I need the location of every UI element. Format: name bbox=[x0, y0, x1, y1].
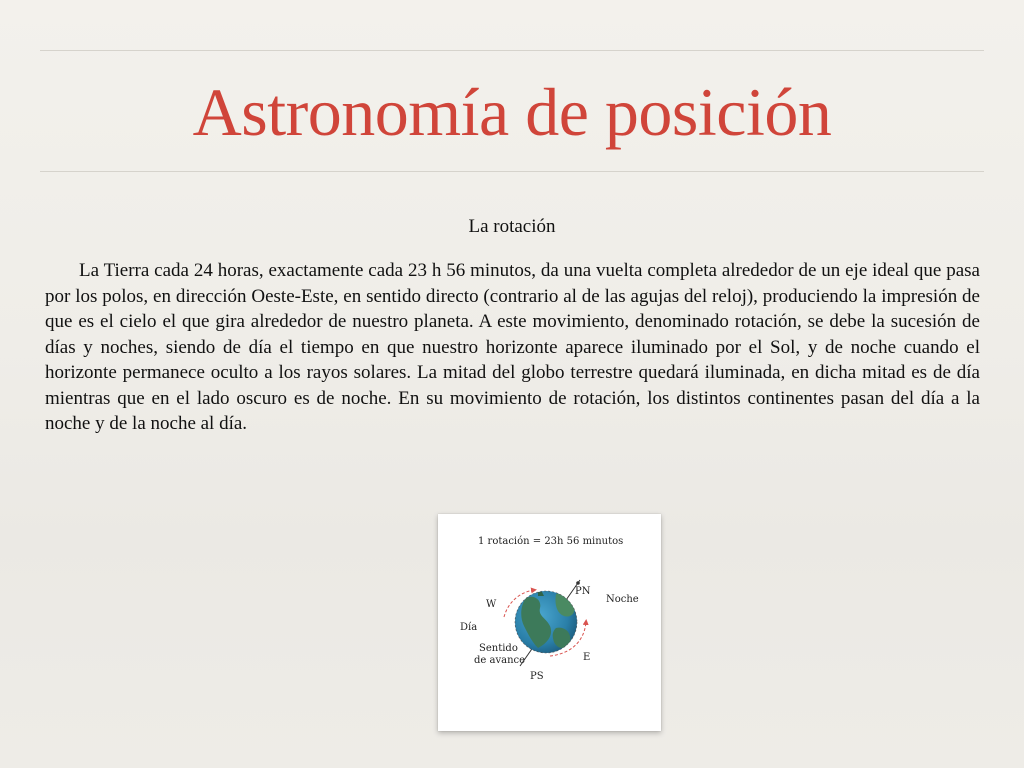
slide-subtitle: La rotación bbox=[468, 216, 556, 237]
body-paragraph: La Tierra cada 24 horas, exactamente cada 23 h 56 minutos, da una vuelta completa alrededor de un eje ideal que pasa por los polos, en dirección Oeste-Este, en sentido directo (contrario al de las agujas del reloj), produciendo la impresión de que es el cielo el que gira alrededor de nuestro planeta. A este movimiento, denominado rotación, se debe la sucesión de días y noches, siendo de día el tiempo en que nuestro horizonte aparece iluminado por el Sol, y de noche cuando el horizonte permanece oculto a los rayos solares. La mitad del globo terrestre quedará iluminada, en dicha mitad es de día mientras que en el lado oscuro es de noche. En su movimiento de rotación, los distintos continentes pasan del día a la noche y de la noche al día. bbox=[45, 260, 980, 434]
label-east: E bbox=[583, 652, 591, 663]
bottom-divider bbox=[40, 171, 984, 172]
label-south-pole: PS bbox=[530, 671, 544, 682]
north-pole-dot bbox=[576, 581, 580, 585]
top-divider bbox=[40, 50, 984, 51]
label-north-pole: PN bbox=[575, 586, 591, 597]
label-direction-line2: de avance bbox=[474, 655, 526, 666]
label-west: W bbox=[486, 599, 497, 610]
rotation-diagram-svg bbox=[438, 514, 661, 731]
rotation-diagram bbox=[438, 514, 661, 731]
figure-caption: 1 rotación = 23h 56 minutos bbox=[478, 536, 624, 547]
slide-title: Astronomía de posición bbox=[192, 74, 832, 150]
label-night: Noche bbox=[606, 594, 639, 605]
label-direction-line1: Sentido bbox=[479, 643, 518, 654]
label-day: Día bbox=[460, 622, 478, 633]
